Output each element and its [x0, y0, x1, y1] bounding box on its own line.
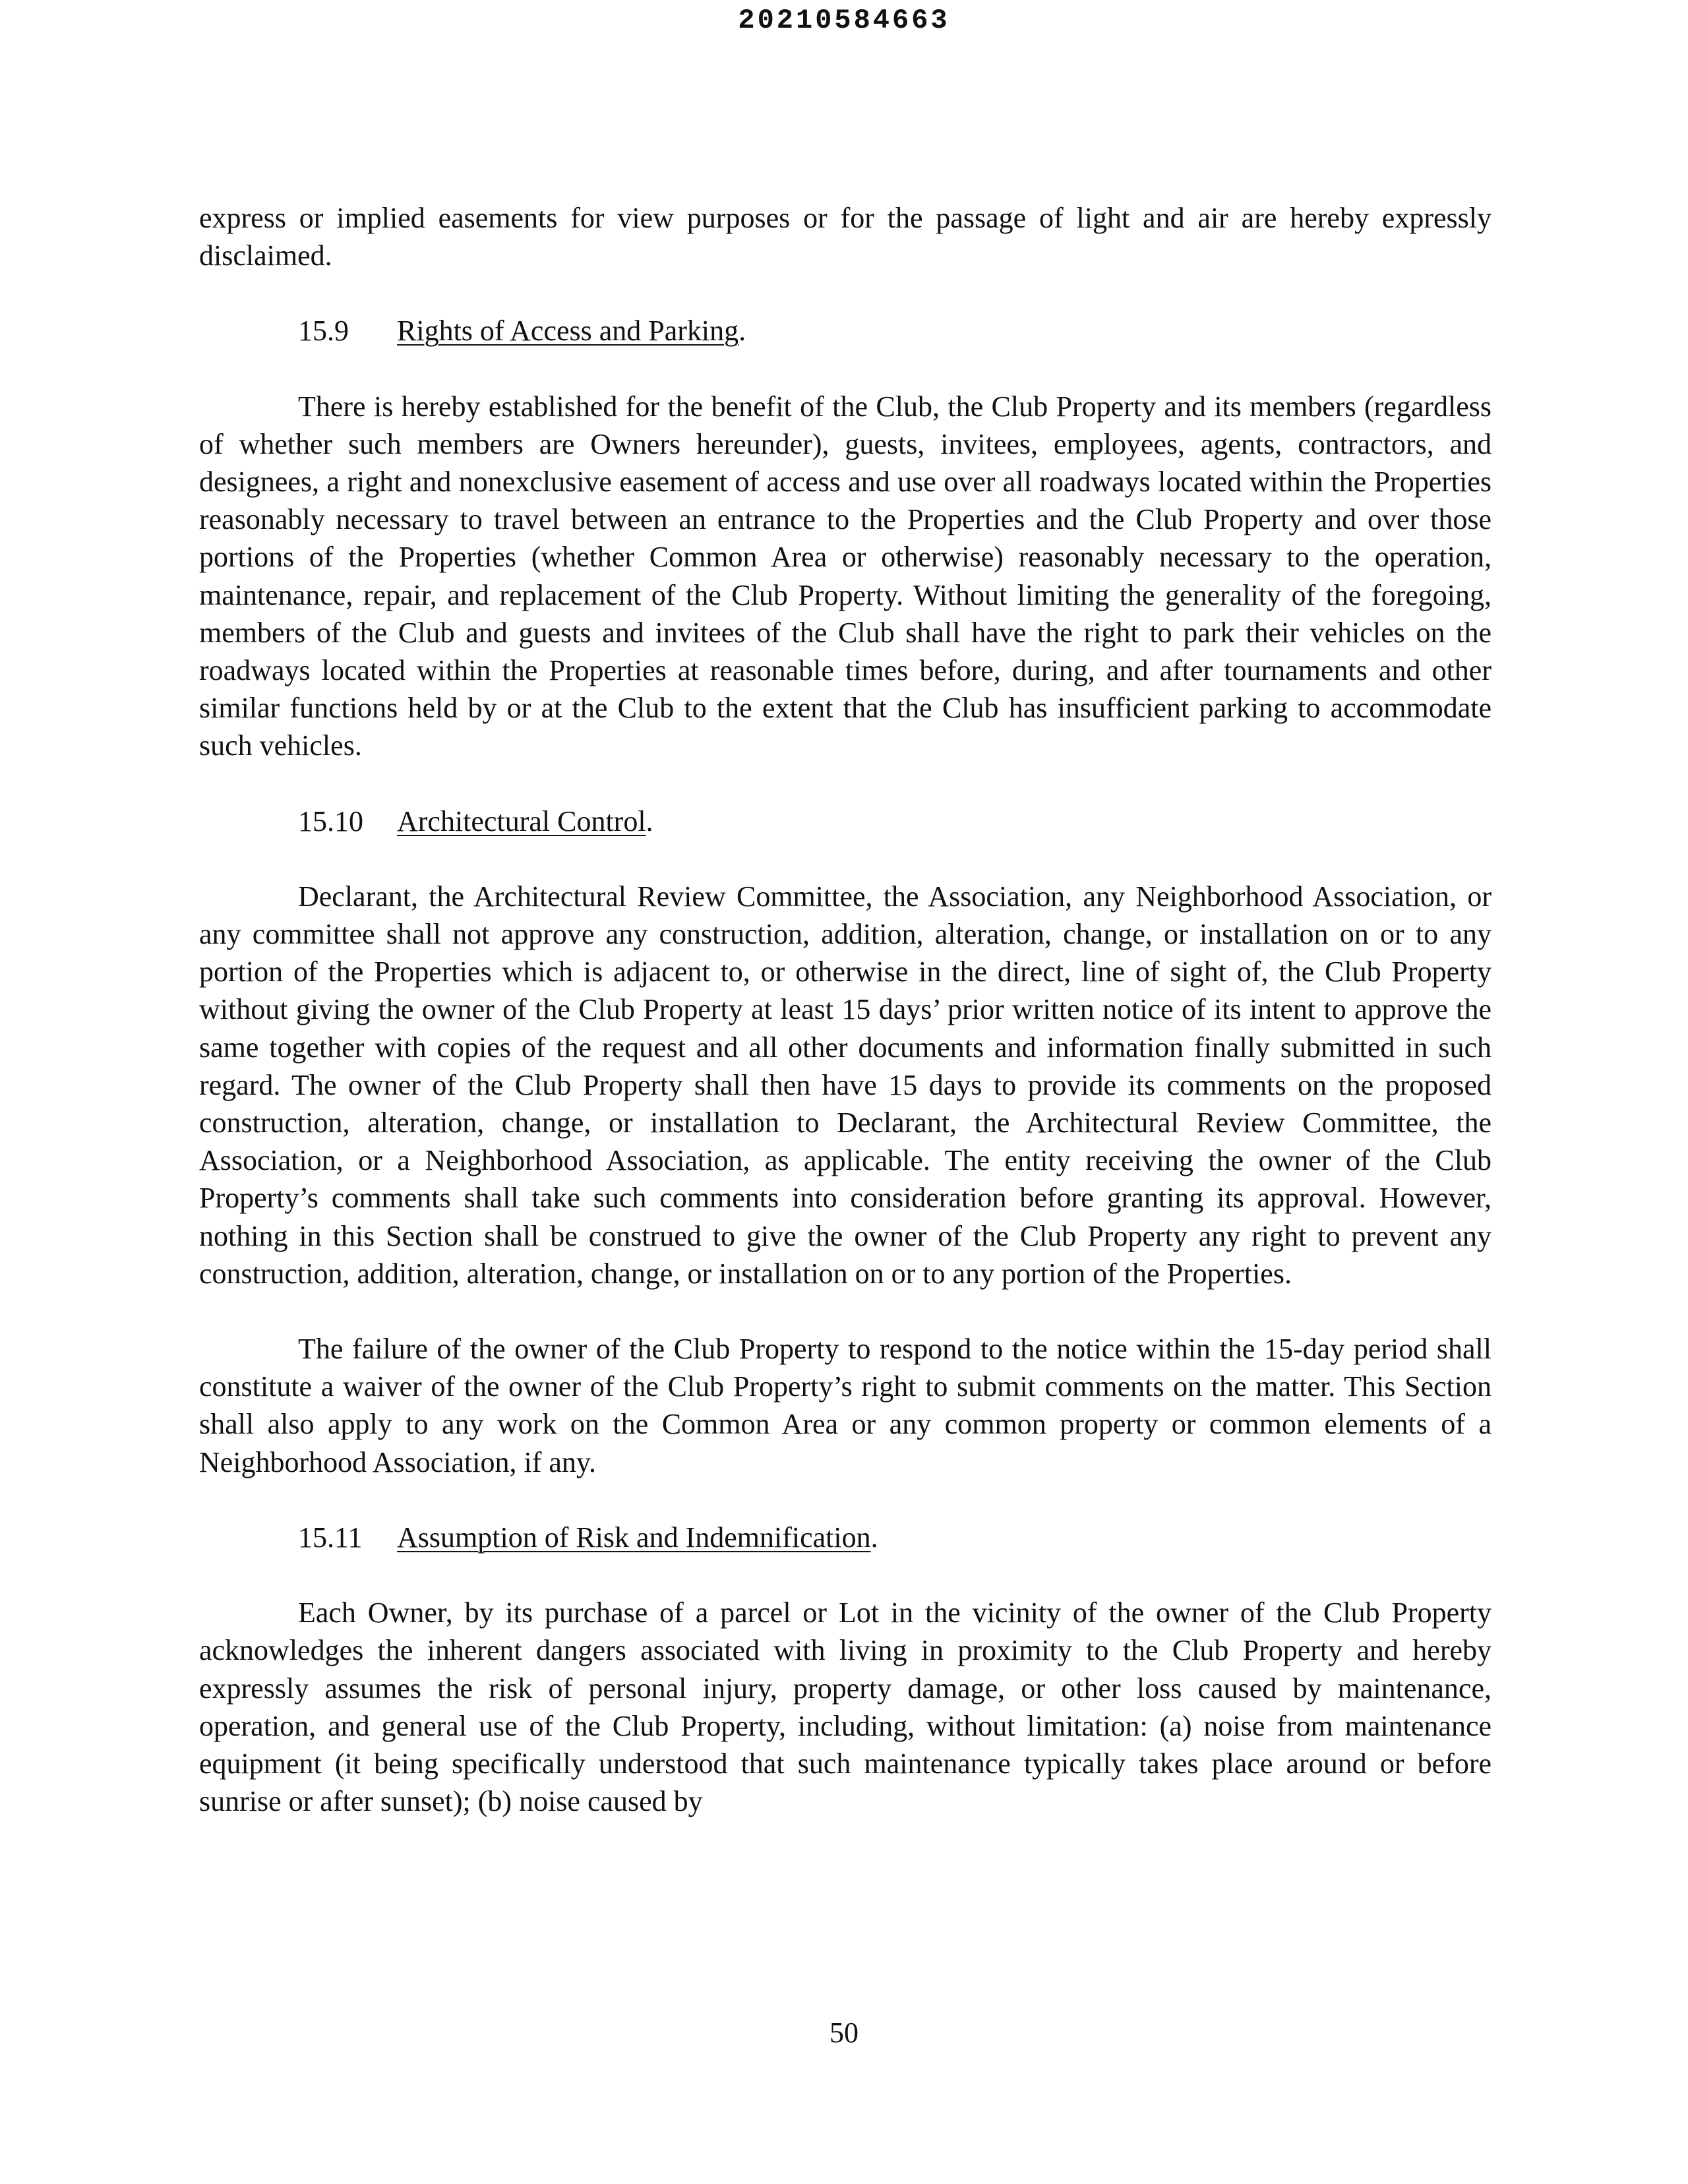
page-number: 50 [829, 2017, 859, 2049]
section-title: Assumption of Risk and Indemnification [397, 1521, 871, 1554]
page-body [199, 199, 1492, 1820]
section-heading-15-10 [199, 803, 1492, 840]
document-number: 20210584663 [738, 5, 950, 36]
section-number: 15.9 [298, 315, 349, 348]
paragraph-architectural-control: Declarant, the Architectural Review Committee, the Association, any Neighborhood Association, or any committee shall not approve any construction, addition, alteration, change, or installation on or to any portion of the Properties which is adjacent to, or otherwise in the direct, line of sight of, the Club Property without giving the owner of the Club Property at least 15 days’ prior written notice of its intent to approve the same together with copies of the request and all other documents and information finally submitted in such regard. The owner of the Club Property shall then have 15 days to provide its comments on the proposed construction, alteration, change, or installation to Declarant, the Architectural Review Committee, the Association, or a Neighborhood Association, as applicable. The entity receiving the owner of the Club Property’s comments shall take such comments into consideration before granting its approval. However, nothing in this Section shall be construed to give the owner of the Club Property any right to prevent any construction, addition, alteration, change, or installation on or to any portion of the Properties. [199, 880, 1492, 1290]
heading-period: . [870, 1521, 878, 1554]
section-number: 15.10 [298, 804, 363, 837]
section-title: Rights of Access and Parking [397, 315, 739, 348]
heading-period: . [738, 315, 746, 348]
section-heading-15-11 [199, 1519, 1492, 1556]
section-number: 15.11 [298, 1521, 363, 1554]
heading-period: . [646, 804, 653, 837]
paragraph-continuation: express or implied easements for view purposes or for the passage of light and air are hereby expressly disclaimed. [199, 202, 1492, 272]
paragraph-assumption-of-risk: Each Owner, by its purchase of a parcel or Lot in the vicinity of the owner of the Club Property acknowledges the inherent dangers associated with living in proximity to the Club Property and hereby expressly assumes the risk of personal injury, property damage, or other loss caused by maintenance, operation, and general use of the Club Property, including, without limitation: (a) noise from maintenance equipment (it being specifically understood that such maintenance typically takes place around or before sunrise or after sunset); (b) noise caused by [199, 1596, 1492, 1818]
section-heading-15-9 [199, 312, 1492, 349]
section-title: Architectural Control [397, 804, 646, 837]
paragraph-failure-to-respond: The failure of the owner of the Club Property to respond to the notice within the 15-day period shall constitute a waiver of the owner of the Club Property’s right to submit comments on the matter. This Section shall also apply to any work on the Common Area or any common property or common elements of a Neighborhood Association, if any. [199, 1333, 1492, 1478]
paragraph-access-parking: There is hereby established for the benefit of the Club, the Club Property and its members (regardless of whether such members are Owners hereunder), guests, invitees, employees, agents, contractors, and designees, a right and nonexclusive easement of access and use over all roadways located within the Properties reasonably necessary to travel between an entrance to the Properties and the Club Property and over those portions of the Properties (whether Common Area or otherwise) reasonably necessary to the operation, maintenance, repair, and replacement of the Club Property. Without limiting the generality of the foregoing, members of the Club and guests and invitees of the Club shall have the right to park their vehicles on the roadways located within the Properties at reasonable times before, during, and after tournaments and other similar functions held by or at the Club to the extent that the Club has insufficient parking to accommodate such vehicles. [199, 390, 1492, 762]
